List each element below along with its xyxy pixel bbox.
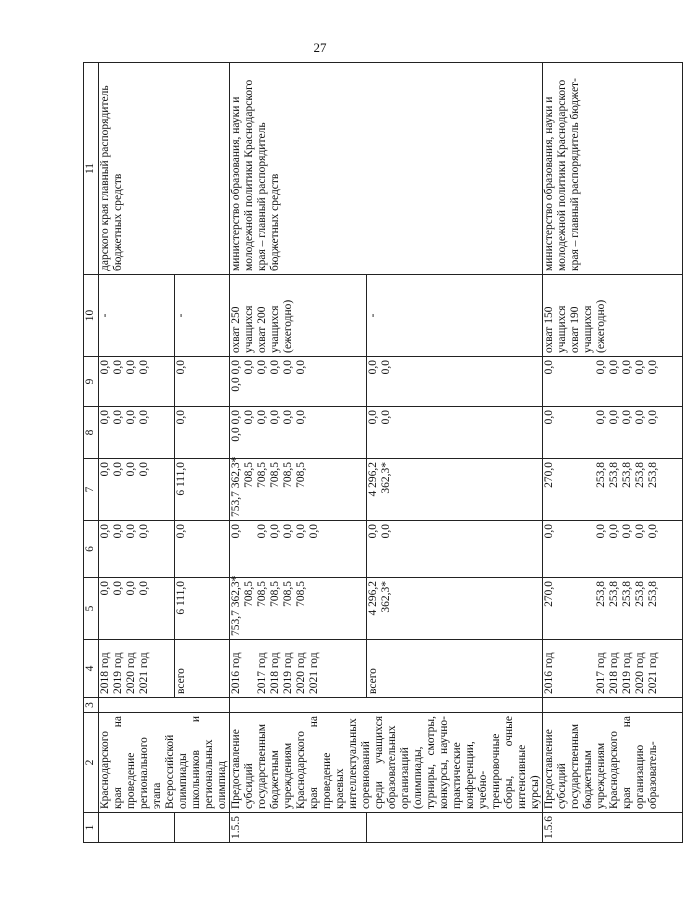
coverage-cell: охват 250 учащихся охват 200 учащихся (ежегодно) bbox=[230, 275, 367, 357]
budget-table bbox=[83, 62, 683, 843]
table-row-continuation bbox=[99, 63, 175, 843]
total-col5: 6 111,0 bbox=[174, 578, 229, 640]
header-cell: 10 bbox=[84, 275, 99, 357]
col9-cells: 0,0 0,0 0,0 0,0 0,0 0,0 bbox=[543, 357, 683, 407]
measure-description: Предоставление субсидий государственным бюджетным учреждениям Краснодарского края на организацию образователь- bbox=[543, 713, 683, 813]
col9-cells: 0,0 0,0 0,0 0,0 bbox=[99, 357, 175, 407]
empty-cell bbox=[230, 698, 543, 713]
row-number bbox=[174, 813, 229, 843]
responsible-cell: министерство образования, науки и молодежной политики Краснодарского края – главный распорядитель бюджет- bbox=[543, 63, 683, 275]
total-col9: 0,0 0,0 bbox=[366, 357, 542, 407]
col8-cells: 0,0 0,0 0,0 0,0 0,0 0,0 0,0 bbox=[230, 407, 367, 459]
header-cell: 5 bbox=[84, 578, 99, 640]
row-number: 1.5.5 bbox=[230, 813, 367, 843]
header-cell: 7 bbox=[84, 459, 99, 521]
col5-cells: 0,0 0,0 0,0 0,0 bbox=[99, 578, 175, 640]
measure-description: Предоставление субсидий государственным бюджетным учреждениям Краснодарского края на проведение краевых интеллектуальных соревнований среди учащихся образовательных организаций (олимпиады, турниры, смотры, конкурсы, научно-практические конференции, учебно-тренировочные сборы, очные интенсивные курсы) bbox=[230, 713, 543, 813]
col9-cells: 0,0 0,0 0,0 0,0 0,0 0,0 0,0 bbox=[230, 357, 367, 407]
row-number bbox=[366, 813, 542, 843]
total-coverage: - bbox=[366, 275, 542, 357]
total-coverage: - bbox=[174, 275, 229, 357]
total-col6: 0,0 bbox=[174, 521, 229, 578]
header-cell: 6 bbox=[84, 521, 99, 578]
total-col5: 4 296,2 362,3* bbox=[366, 578, 542, 640]
header-cell: 1 bbox=[84, 813, 99, 843]
col7-cells: 270,0 253,8 253,8 253,8 253,8 253,8 bbox=[543, 459, 683, 521]
total-col7: 4 296,2 362,3* bbox=[366, 459, 542, 521]
total-label: всего bbox=[366, 640, 542, 698]
empty-cell bbox=[99, 698, 230, 713]
coverage-cell: - bbox=[99, 275, 175, 357]
page-number: 27 bbox=[313, 40, 327, 55]
header-cell: 2 bbox=[84, 713, 99, 813]
col8-cells: 0,0 0,0 0,0 0,0 0,0 0,0 bbox=[543, 407, 683, 459]
year-cells: 2016 год 2017 год 2018 год 2019 год 2020 год 2021 год bbox=[230, 640, 367, 698]
measure-description: Краснодарского края на проведение регионального этапа Всероссийской олимпиады школьников и региональных олимпиад bbox=[99, 713, 230, 813]
year-cells: 2016 год 2017 год 2018 год 2019 год 2020 год 2021 год bbox=[543, 640, 683, 698]
total-col9: 0,0 bbox=[174, 357, 229, 407]
responsible-cell: министерство образования, науки и молодежной политики Краснодарского края – главный распорядитель бюджетных средств bbox=[230, 63, 543, 275]
total-col8: 0,0 bbox=[174, 407, 229, 459]
header-cell: 4 bbox=[84, 640, 99, 698]
col5-cells: 753,7 362,3* 708,5 708,5 708,5 708,5 708,5 bbox=[230, 578, 367, 640]
year-cells: 2018 год 2019 год 2020 год 2021 год bbox=[99, 640, 175, 698]
total-col8: 0,0 0,0 bbox=[366, 407, 542, 459]
header-row bbox=[84, 63, 99, 843]
rotated-table-container bbox=[83, 63, 673, 843]
table-row bbox=[230, 63, 367, 843]
coverage-cell: охват 150 учащихся охват 190 учащихся (ежегодно) bbox=[543, 275, 683, 357]
total-col6: 0,0 0,0 bbox=[366, 521, 542, 578]
total-label: всего bbox=[174, 640, 229, 698]
row-number bbox=[99, 813, 175, 843]
header-cell: 8 bbox=[84, 407, 99, 459]
empty-cell bbox=[543, 698, 683, 713]
col8-cells: 0,0 0,0 0,0 0,0 bbox=[99, 407, 175, 459]
responsible-cell: дарского края главный распорядитель бюджетных средств bbox=[99, 63, 230, 275]
col7-cells: 0,0 0,0 0,0 0,0 bbox=[99, 459, 175, 521]
col6-cells: 0,0 0,0 0,0 0,0 0,0 0,0 bbox=[543, 521, 683, 578]
col6-cells: 0,0 0,0 0,0 0,0 bbox=[99, 521, 175, 578]
col7-cells: 753,7 362,3* 708,5 708,5 708,5 708,5 708,5 bbox=[230, 459, 367, 521]
col5-cells: 270,0 253,8 253,8 253,8 253,8 253,8 bbox=[543, 578, 683, 640]
header-cell: 9 bbox=[84, 357, 99, 407]
header-cell: 11 bbox=[84, 63, 99, 275]
row-number: 1.5.6 bbox=[543, 813, 683, 843]
total-col7: 6 111,0 bbox=[174, 459, 229, 521]
table-row bbox=[543, 63, 683, 843]
header-cell: 3 bbox=[84, 698, 99, 713]
col6-cells: 0,0 0,0 0,0 0,0 0,0 0,0 bbox=[230, 521, 367, 578]
